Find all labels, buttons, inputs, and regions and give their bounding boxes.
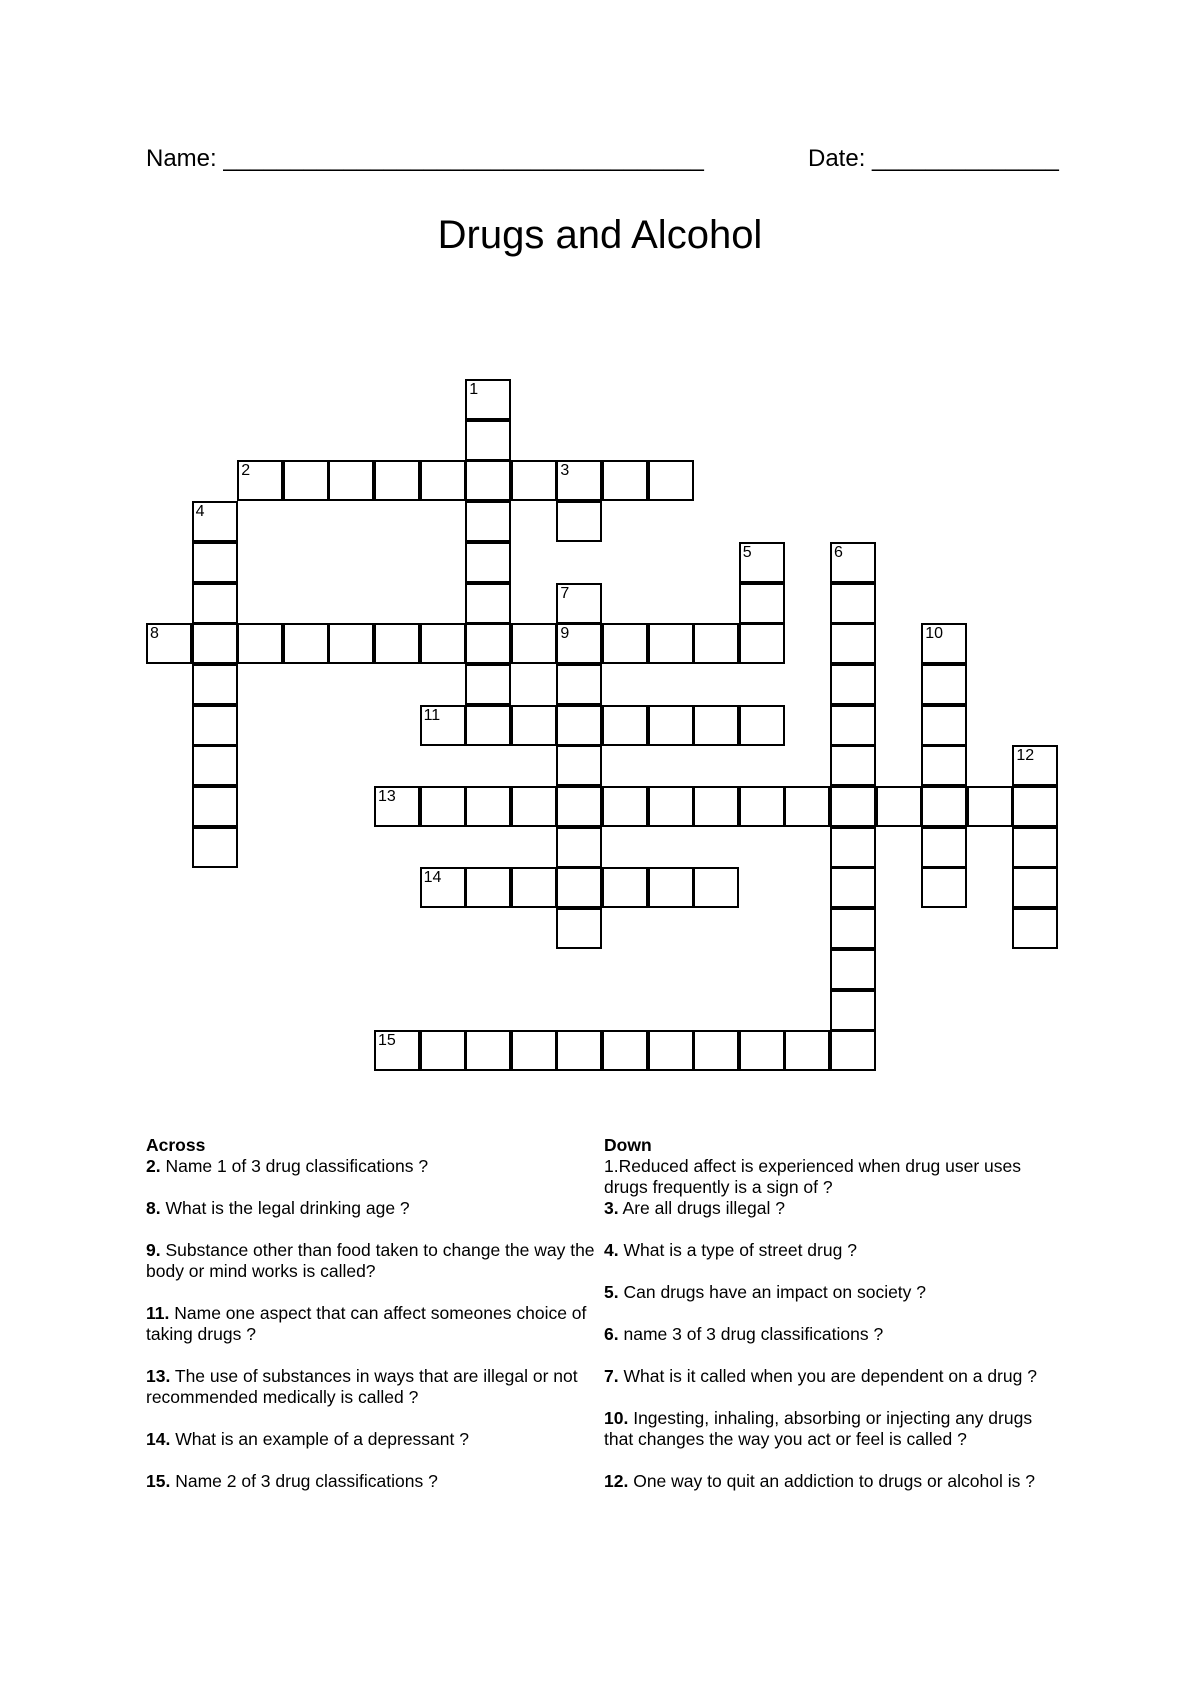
- crossword-cell[interactable]: [830, 867, 876, 908]
- crossword-cell[interactable]: [1012, 867, 1058, 908]
- crossword-cell[interactable]: [420, 460, 466, 501]
- page-title: Drugs and Alcohol: [437, 213, 763, 257]
- crossword-cell[interactable]: [967, 786, 1013, 827]
- date-field-label: Date: ______________: [808, 145, 1059, 172]
- crossword-cell[interactable]: [830, 664, 876, 705]
- down-clue: 3. Are all drugs illegal ?: [604, 1198, 785, 1218]
- across-clue: 15. Name 2 of 3 drug classifications ?: [146, 1471, 438, 1491]
- crossword-cell[interactable]: [921, 786, 967, 827]
- down-clue: 1.Reduced affect is experienced when drug user uses drugs frequently is a sign of ?: [604, 1156, 1022, 1197]
- crossword-cell[interactable]: [830, 745, 876, 786]
- crossword-cell[interactable]: [739, 786, 785, 827]
- crossword-cell[interactable]: [556, 460, 602, 501]
- crossword-cell[interactable]: [465, 786, 511, 827]
- crossword-cell[interactable]: [465, 1030, 511, 1071]
- crossword-cell[interactable]: [420, 623, 466, 664]
- across-clue: 11. Name one aspect that can affect someones choice of taking drugs ?: [146, 1303, 587, 1344]
- crossword-cell[interactable]: [556, 1030, 602, 1071]
- crossword-cell[interactable]: [830, 542, 876, 583]
- crossword-cell[interactable]: [192, 542, 238, 583]
- clue-number: 10: [925, 625, 943, 643]
- crossword-cell[interactable]: [1012, 827, 1058, 868]
- crossword-cell[interactable]: [784, 786, 830, 827]
- down-clue: 10. Ingesting, inhaling, absorbing or injecting any drugs that changes the way you act or feel is called ?: [604, 1408, 1033, 1449]
- crossword-cell[interactable]: [739, 583, 785, 624]
- crossword-cell[interactable]: [830, 786, 876, 827]
- crossword-cell[interactable]: [192, 501, 238, 542]
- crossword-cell[interactable]: [511, 460, 557, 501]
- crossword-cell[interactable]: [1012, 745, 1058, 786]
- crossword-cell[interactable]: [602, 786, 648, 827]
- crossword-cell[interactable]: [465, 542, 511, 583]
- crossword-cell[interactable]: [830, 908, 876, 949]
- crossword-cell[interactable]: [648, 1030, 694, 1071]
- crossword-cell[interactable]: [648, 705, 694, 746]
- down-clue: 7. What is it called when you are dependent on a drug ?: [604, 1366, 1037, 1386]
- crossword-cell[interactable]: [192, 705, 238, 746]
- crossword-cell[interactable]: [556, 623, 602, 664]
- across-clue: 14. What is an example of a depressant ?: [146, 1429, 469, 1449]
- crossword-cell[interactable]: [693, 867, 739, 908]
- crossword-cell[interactable]: [648, 623, 694, 664]
- crossword-cell[interactable]: [511, 1030, 557, 1071]
- down-clue: 5. Can drugs have an impact on society ?: [604, 1282, 927, 1302]
- crossword-cell[interactable]: [420, 786, 466, 827]
- crossword-cell[interactable]: [511, 867, 557, 908]
- crossword-cell[interactable]: [465, 623, 511, 664]
- crossword-cell[interactable]: [693, 786, 739, 827]
- clue-number: 3: [560, 462, 570, 480]
- clue-number: 14: [423, 869, 442, 887]
- crossword-cell[interactable]: [556, 583, 602, 624]
- crossword-cell[interactable]: [602, 460, 648, 501]
- crossword-cell[interactable]: [374, 1030, 420, 1071]
- down-clue: 6. name 3 of 3 drug classifications ?: [604, 1324, 884, 1344]
- crossword-cell[interactable]: [192, 827, 238, 868]
- crossword-cell[interactable]: [556, 786, 602, 827]
- crossword-cell[interactable]: [830, 705, 876, 746]
- crossword-cell[interactable]: [374, 623, 420, 664]
- crossword-cell[interactable]: [830, 990, 876, 1031]
- clue-number: 9: [560, 625, 570, 643]
- crossword-cell[interactable]: [465, 460, 511, 501]
- crossword-cell[interactable]: [648, 460, 694, 501]
- clue-number: 2: [241, 462, 251, 480]
- crossword-cell[interactable]: [556, 827, 602, 868]
- crossword-cell[interactable]: [465, 664, 511, 705]
- clue-number: 12: [1016, 747, 1035, 765]
- crossword-cell[interactable]: [328, 623, 374, 664]
- crossword-cell[interactable]: [420, 867, 466, 908]
- crossword-cell[interactable]: [693, 1030, 739, 1071]
- crossword-cell[interactable]: [556, 867, 602, 908]
- crossword-cell[interactable]: [465, 583, 511, 624]
- crossword-cell[interactable]: [511, 705, 557, 746]
- crossword-cell[interactable]: [739, 542, 785, 583]
- clue-number: 5: [742, 543, 752, 561]
- crossword-cell[interactable]: [511, 623, 557, 664]
- crossword-cell[interactable]: [192, 745, 238, 786]
- crossword-cell[interactable]: [1012, 786, 1058, 827]
- crossword-cell[interactable]: [602, 867, 648, 908]
- clue-number: 15: [378, 1032, 396, 1050]
- crossword-cell[interactable]: [511, 786, 557, 827]
- crossword-cell[interactable]: [237, 460, 283, 501]
- across-clue: 8. What is the legal drinking age ?: [146, 1198, 410, 1218]
- crossword-cell[interactable]: [876, 786, 922, 827]
- crossword-cell[interactable]: [602, 623, 648, 664]
- down-clues: [604, 1135, 1064, 1491]
- crossword-cell[interactable]: [830, 949, 876, 990]
- crossword-cell[interactable]: [830, 1030, 876, 1071]
- crossword-cell[interactable]: [328, 460, 374, 501]
- crossword-cell[interactable]: [556, 664, 602, 705]
- crossword-cell[interactable]: [648, 867, 694, 908]
- crossword-cell[interactable]: [602, 1030, 648, 1071]
- crossword-cell[interactable]: [602, 705, 648, 746]
- clue-number: 8: [150, 625, 159, 643]
- crossword-cell[interactable]: [921, 664, 967, 705]
- crossword-cell[interactable]: [465, 379, 511, 420]
- crossword-cell[interactable]: [465, 420, 511, 461]
- clue-number: 7: [560, 584, 570, 602]
- across-clue: 2. Name 1 of 3 drug classifications ?: [146, 1156, 429, 1176]
- across-heading: Across: [146, 1135, 206, 1155]
- crossword-cell[interactable]: [830, 827, 876, 868]
- crossword-cell[interactable]: [830, 623, 876, 664]
- crossword-cell[interactable]: [739, 705, 785, 746]
- crossword-cell[interactable]: [921, 745, 967, 786]
- crossword-cell[interactable]: [830, 583, 876, 624]
- crossword-cell[interactable]: [648, 786, 694, 827]
- crossword-cell[interactable]: [1012, 908, 1058, 949]
- crossword-cell[interactable]: [784, 1030, 830, 1071]
- crossword-cell[interactable]: [739, 623, 785, 664]
- crossword-cell[interactable]: [465, 705, 511, 746]
- crossword-cell[interactable]: [374, 786, 420, 827]
- crossword-cell[interactable]: [192, 786, 238, 827]
- across-clues: [146, 1135, 596, 1491]
- crossword-cell[interactable]: [237, 623, 283, 664]
- clue-number: 11: [423, 706, 441, 724]
- crossword-cell[interactable]: [374, 460, 420, 501]
- crossword-cell[interactable]: [283, 623, 329, 664]
- across-clue: 9. Substance other than food taken to change the way the body or mind works is called?: [146, 1240, 595, 1281]
- crossword-cell[interactable]: [921, 705, 967, 746]
- crossword-cell[interactable]: [192, 583, 238, 624]
- crossword-cell[interactable]: [921, 623, 967, 664]
- crossword-cell[interactable]: [420, 1030, 466, 1071]
- name-field-label: Name: ____________________________________: [146, 145, 704, 172]
- crossword-cell[interactable]: [921, 867, 967, 908]
- crossword-cell[interactable]: [556, 501, 602, 542]
- crossword-cell[interactable]: [739, 1030, 785, 1071]
- down-clue: 4. What is a type of street drug ?: [604, 1240, 857, 1260]
- crossword-cell[interactable]: [556, 745, 602, 786]
- crossword-cell[interactable]: [192, 664, 238, 705]
- crossword-cell[interactable]: [693, 623, 739, 664]
- clue-number: 1: [469, 381, 479, 398]
- down-clue: 12. One way to quit an addiction to drugs or alcohol is ?: [604, 1471, 1035, 1491]
- crossword-cell[interactable]: [921, 827, 967, 868]
- crossword-cell[interactable]: [693, 705, 739, 746]
- crossword-cell[interactable]: [556, 908, 602, 949]
- down-heading: Down: [604, 1135, 652, 1155]
- crossword-cell[interactable]: [465, 501, 511, 542]
- crossword-cell[interactable]: [556, 705, 602, 746]
- crossword-cell[interactable]: [283, 460, 329, 501]
- clue-number: 4: [195, 503, 205, 521]
- crossword-cell[interactable]: [465, 867, 511, 908]
- clue-number: 6: [834, 543, 843, 561]
- clue-number: 13: [378, 788, 396, 805]
- crossword-cell[interactable]: [420, 705, 466, 746]
- across-clue: 13. The use of substances in ways that are illegal or not recommended medically is called ?: [146, 1366, 578, 1407]
- crossword-cell[interactable]: [146, 623, 192, 664]
- crossword-cell[interactable]: [192, 623, 238, 664]
